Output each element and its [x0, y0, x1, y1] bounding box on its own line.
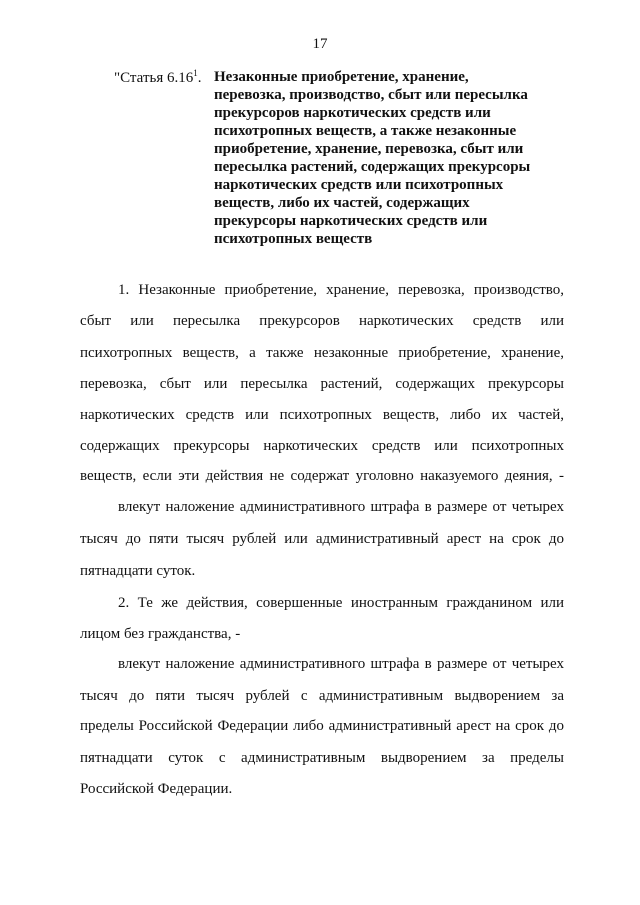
article-number	[114, 68, 201, 87]
body-line: лицом без гражданства, -	[80, 626, 241, 642]
article-prefix-period: .	[197, 70, 202, 86]
article-title-line: психотропных веществ	[214, 231, 373, 247]
body-line: содержащих прекурсоры наркотических средств или психотропных	[80, 438, 564, 454]
article-title-line: прекурсоров наркотических средств или	[214, 105, 491, 121]
body-line: психотропных веществ, а также незаконные приобретение, хранение,	[80, 345, 564, 361]
body-line: сбыт или пересылка прекурсоров наркотических средств или	[80, 313, 564, 329]
body-line: 2. Те же действия, совершенные иностранным гражданином или	[118, 595, 564, 611]
article-prefix-superscript: 1	[193, 68, 198, 78]
body-line: тысяч до пяти тысяч рублей или административный арест на срок до	[80, 531, 564, 547]
body-line: перевозка, сбыт или пересылка растений, содержащих прекурсоры	[80, 376, 564, 392]
article-title-line: наркотических средств или психотропных	[214, 177, 504, 193]
page-number: 17	[312, 36, 328, 52]
body-line: пределы Российской Федерации либо административный арест на срок до	[80, 718, 564, 734]
article-prefix-text: "Статья 6.16	[114, 70, 194, 86]
body-line: тысяч до пяти тысяч рублей с административным выдворением за	[80, 688, 564, 704]
body-line: пятнадцати суток с административным выдворением за пределы	[80, 750, 564, 766]
article-title-line: приобретение, хранение, перевозка, сбыт или	[214, 141, 524, 157]
body-line: веществ, если эти действия не содержат уголовно наказуемого деяния, -	[80, 468, 564, 484]
article-title-line: Незаконные приобретение, хранение,	[214, 69, 469, 85]
article-title-line: веществ, либо их частей, содержащих	[214, 195, 470, 211]
article-title-line: перевозка, производство, сбыт или пересылка	[214, 87, 528, 103]
body-line: 1. Незаконные приобретение, хранение, перевозка, производство,	[118, 282, 564, 298]
article-title-line: психотропных веществ, а также незаконные	[214, 123, 517, 139]
article-title-line: пересылка растений, содержащих прекурсоры	[214, 159, 531, 175]
body-line: Российской Федерации.	[80, 781, 233, 797]
body-line: наркотических средств или психотропных веществ, либо их частей,	[80, 407, 564, 423]
article-title-line: прекурсоры наркотических средств или	[214, 213, 488, 229]
body-line: пятнадцати суток.	[80, 563, 196, 579]
article-title	[214, 68, 544, 248]
body-line: влекут наложение административного штрафа в размере от четырех	[118, 499, 564, 515]
body-line: влекут наложение административного штрафа в размере от четырех	[118, 656, 564, 672]
